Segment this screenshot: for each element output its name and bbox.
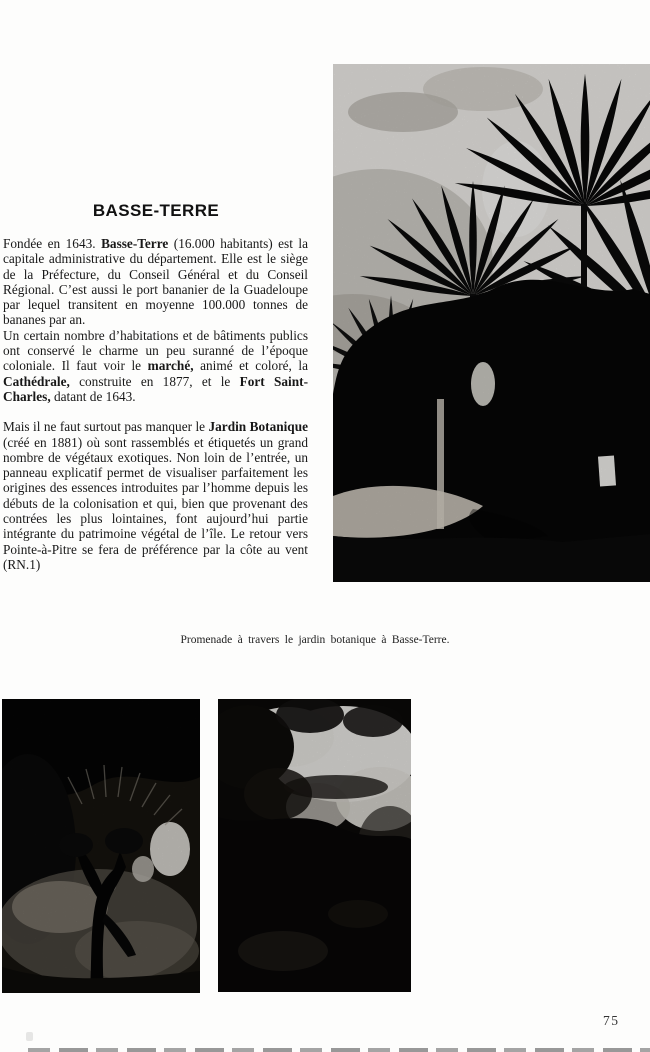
page-title: BASSE-TERRE xyxy=(92,201,220,220)
photo-botanical-garden-palms xyxy=(333,64,650,582)
scan-speck xyxy=(26,1032,33,1041)
photo-dragon-tree xyxy=(2,699,200,993)
paragraph-colonial-charm: Un certain nombre d’habitations et de bâtiments publics ont conservé le charme un peu suranné de l’époque coloniale. Il faut voir le marché, animé et coloré, la Cathédrale, construite en 1877, et le Fort Saint-Charles, datant de 1643. xyxy=(3,327,308,404)
photo-caption: Promenade à travers le jardin botanique à Basse-Terre. xyxy=(180,634,450,646)
paragraph-founding: Fondée en 1643. Basse-Terre (16.000 habitants) est la capitale administrative du département. Elle est le siège de la Préfecture, du Conseil Général et du Conseil Régional. C’est aussi le port bananier de la Guadeloupe par lequel transitent en moyenne 100.000 tonnes de bananes par an. xyxy=(3,236,308,328)
page-number: 75 xyxy=(603,1013,620,1028)
photo-dense-foliage xyxy=(218,699,411,992)
article-body xyxy=(3,236,308,572)
paragraph-jardin-botanique: Mais il ne faut surtout pas manquer le Jardin Botanique (créé en 1881) où sont rassemblés et étiquetés un grand nombre de végétaux exotiques. Non loin de l’entrée, un panneau explicatif permet de visualiser parfaitement les origines des essences introduites par l’homme depuis les débuts de la colonisation et qui, bien que provenant des contrées les plus lointaines, font aujourd’hui partie intégrante du patrimoine végétal de l’île. Le retour vers Pointe-à-Pitre se fera de préférence par la côte au vent (RN.1) xyxy=(3,419,308,572)
scan-edge-dashes xyxy=(28,1048,650,1052)
